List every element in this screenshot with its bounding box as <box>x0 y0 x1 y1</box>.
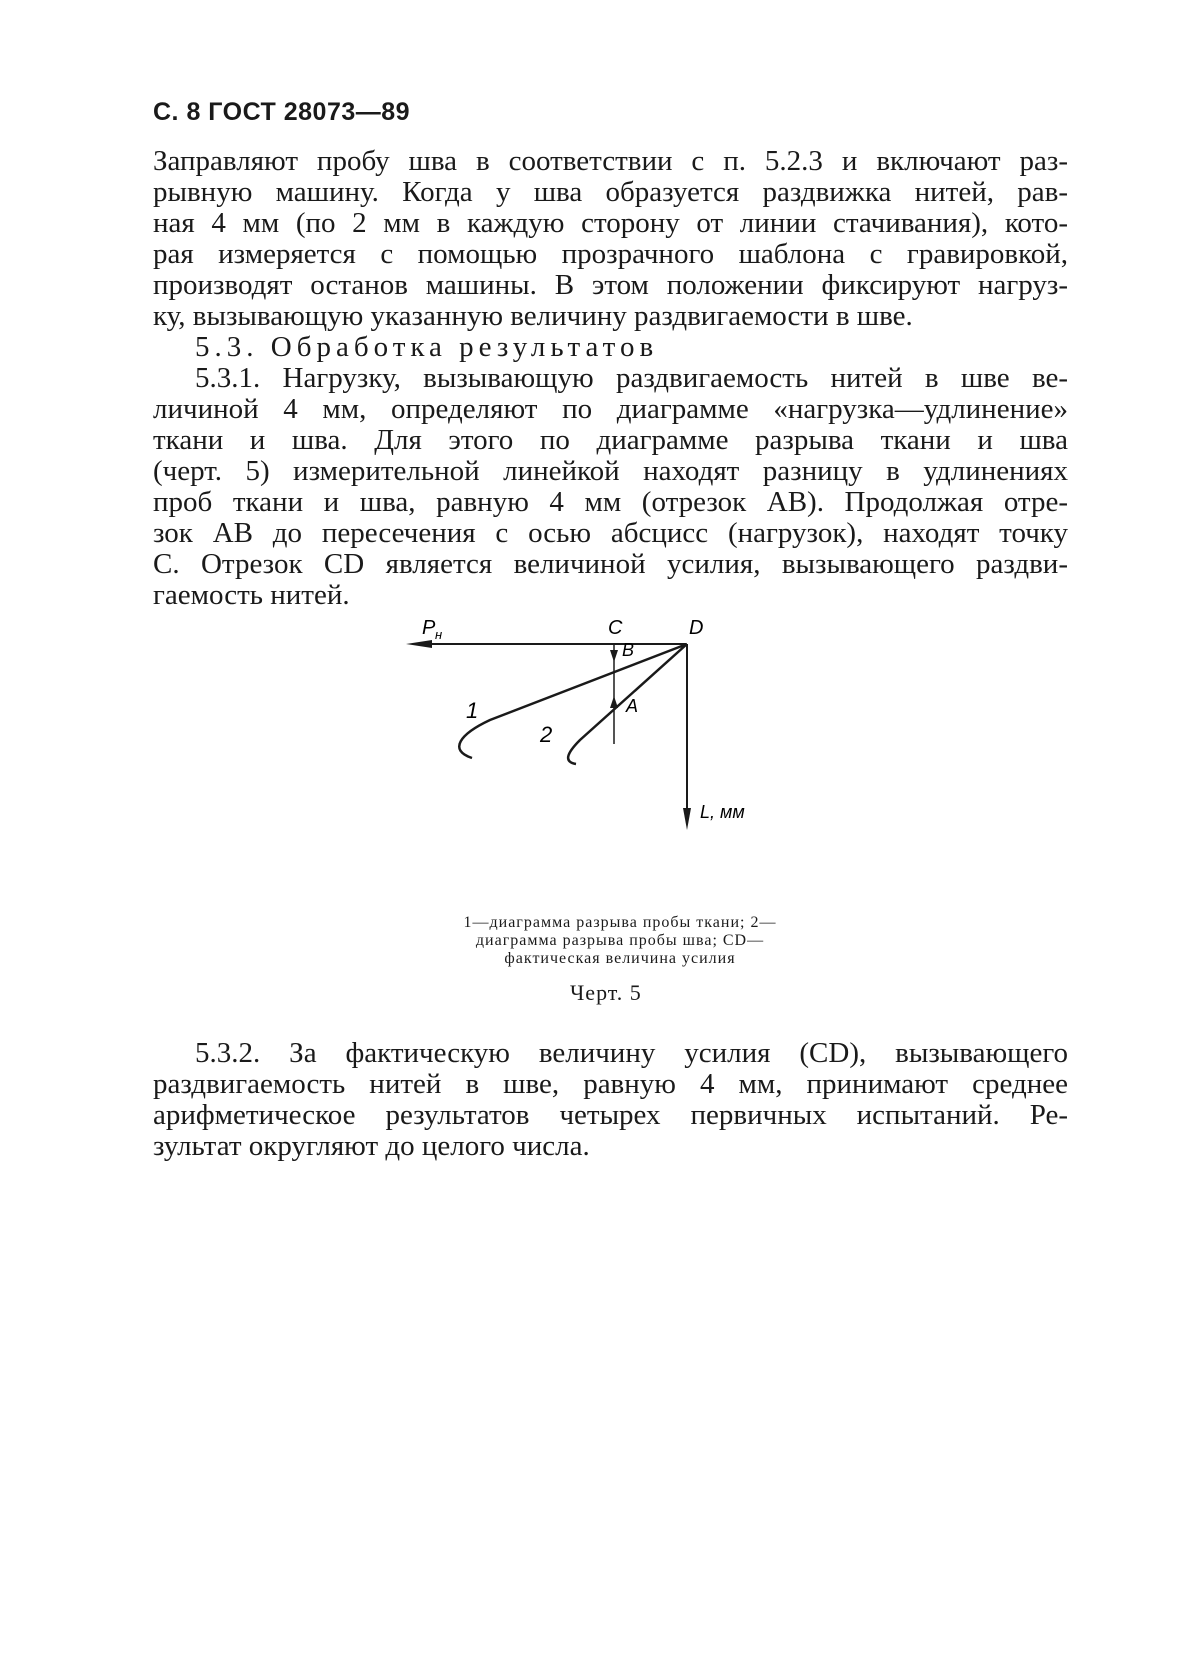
text-line: зультат округляют до целого числа. <box>153 1130 590 1162</box>
caption-line: фактическая величина усилия <box>504 950 736 967</box>
text-line: раздвигаемость нитей в шве, равную 4 мм, принимают среднее <box>153 1068 1068 1100</box>
text-line: Заправляют пробу шва в соответствии с п. 5.2.3 и включают раз- <box>153 145 1068 177</box>
caption-line: 1—диаграмма разрыва пробы ткани; 2— <box>463 914 777 931</box>
label-c: C <box>608 617 623 639</box>
arrow-a <box>610 696 618 708</box>
text-line: ная 4 мм (по 2 мм в каждую сторону от линии стачивания), кото- <box>153 207 1068 239</box>
paragraph-result <box>153 1038 1068 1162</box>
text-line: проб ткани и шва, равную 4 мм (отрезок AB). Продолжая отре- <box>153 486 1068 518</box>
label-d: D <box>689 617 704 639</box>
paragraph-sample-loading <box>153 146 1068 611</box>
label-curve-1: 1 <box>466 698 479 723</box>
text-line: зок AB до пересечения с осью абсцисс (нагрузок), находят точку <box>153 517 1068 549</box>
text-line: C. Отрезок CD является величиной усилия, вызывающего раздви- <box>153 548 1068 580</box>
text-line: ткани и шва. Для этого по диаграмме разрыва ткани и шва <box>153 424 1068 456</box>
label-p-sub: н <box>435 627 443 642</box>
text-line: производят останов машины. В этом положении фиксируют нагруз- <box>153 269 1068 301</box>
label-b: B <box>622 640 635 660</box>
figure-chart-5 <box>400 617 850 900</box>
text-line: (черт. 5) измерительной линейкой находят разницу в удлинениях <box>153 455 1068 487</box>
text-line: личиной 4 мм, определяют по диаграмме «нагрузка—удлинение» <box>153 393 1068 425</box>
section-heading: 5.3. Обработка результатов <box>195 331 659 363</box>
elongation-axis-arrow <box>683 808 691 830</box>
figure-title: Черт. 5 <box>570 980 642 1005</box>
text-line: 5.3.2. За фактическую величину усилия (CD), вызывающего <box>195 1037 1068 1069</box>
label-l-axis: L, мм <box>700 802 745 822</box>
label-curve-2: 2 <box>540 722 553 747</box>
label-p: P <box>422 617 436 639</box>
curve-1-fabric <box>459 644 687 758</box>
caption-line: диаграмма разрыва пробы шва; CD— <box>475 932 765 949</box>
page-header: С. 8 ГОСТ 28073—89 <box>153 98 411 126</box>
text-line: рая измеряется с помощью прозрачного шаблона с гравировкой, <box>153 238 1068 270</box>
label-a: A <box>626 696 639 716</box>
text-line: ку, вызывающую указанную величину раздвигаемости в шве. <box>153 300 913 332</box>
arrow-b <box>610 650 618 662</box>
text-line: арифметическое результатов четырех первичных испытаний. Ре- <box>153 1099 1068 1131</box>
load-axis-arrow <box>406 640 432 648</box>
text-line: 5.3.1. Нагрузку, вызывающую раздвигаемость нитей в шве ве- <box>195 362 1068 394</box>
text-line: гаемость нитей. <box>153 579 350 611</box>
figure-caption <box>380 914 860 968</box>
text-line: рывную машину. Когда у шва образуется раздвижка нитей, рав- <box>153 176 1068 208</box>
